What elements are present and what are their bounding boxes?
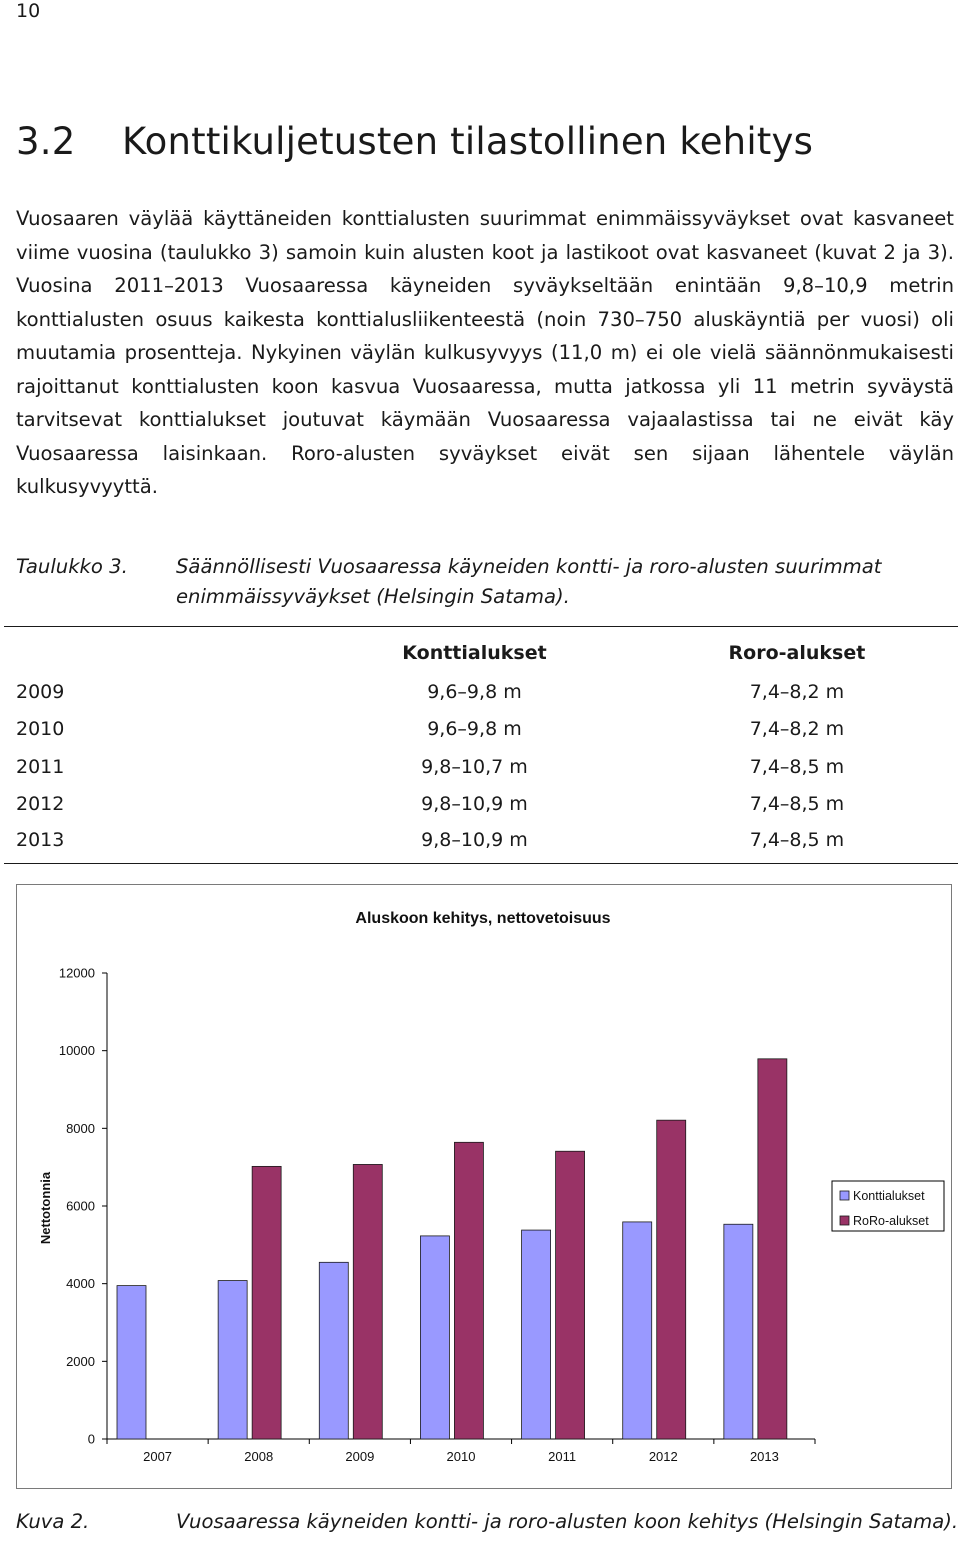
x-tick-label: 2013 xyxy=(749,1449,779,1464)
bar-roro-alukset xyxy=(252,1166,281,1439)
chart-title: Aluskoon kehitys, nettovetoisuus xyxy=(355,910,611,927)
page-number: 10 xyxy=(16,0,41,22)
bar-konttialukset xyxy=(724,1224,753,1439)
y-tick-label: 6000 xyxy=(66,1198,95,1214)
table-caption-label: Taulukko 3. xyxy=(16,555,128,578)
table-cell-roro: 7,4–8,2 m xyxy=(749,718,845,741)
figure-caption xyxy=(16,1507,959,1567)
table-cell-roro: 7,4–8,5 m xyxy=(749,829,845,851)
bar-roro-alukset xyxy=(556,1151,585,1439)
table-header-container: Konttialukset xyxy=(402,642,547,664)
bar-roro-alukset xyxy=(657,1120,686,1439)
table-cell-roro: 7,4–8,5 m xyxy=(749,793,845,816)
table-header-row xyxy=(4,627,958,674)
x-tick-label: 2011 xyxy=(548,1449,577,1464)
bar-konttialukset xyxy=(420,1236,449,1439)
figure-caption-label: Kuva 2. xyxy=(16,1510,90,1533)
draft-table xyxy=(4,626,958,864)
table-row xyxy=(4,711,958,749)
bar-chart-svg xyxy=(17,885,951,1488)
table-header-year xyxy=(4,627,313,674)
table-cell-year: 2010 xyxy=(16,718,65,741)
bar-konttialukset xyxy=(623,1222,652,1439)
x-tick-label: 2010 xyxy=(446,1449,476,1464)
section-title-text: Konttikuljetusten tilastollinen kehitys xyxy=(122,120,814,163)
body-paragraph: Vuosaaren väylää käyttäneiden konttialusten suurimmat enimmäissyväykset ovat kasvaneet viime vuosina (taulukko 3) samoin kuin alusten koot ja lastikoot ovat kasvaneet (kuvat 2 ja 3). Vuosina 2011–2013 Vuosaaressa käyneiden syväykseltään enintään 9,8–10,9 metrin konttialusten osuus kaikesta konttialusliikenteestä (noin 730–750 aluskäyntiä per vuosi) oli muutamia prosentteja. Nykyinen väylän kulkusyvyys (11,0 m) ei ole vielä säännönmukaisesti rajoittanut konttialusten koon kasvua Vuosaaressa, mutta jatkossa yli 11 metrin syväystä tarvitsevat konttialukset joutuvat käymään Vuosaaressa vajaalastissa tai ne eivät käy Vuosaaressa laisinkaan. Roro-alusten syväykset eivät sen sijaan lähentele väylän kulkusyvyyttä. xyxy=(16,207,954,498)
table-cell-year: 2012 xyxy=(16,793,65,816)
legend-swatch xyxy=(840,1191,849,1200)
bar-chart xyxy=(16,884,952,1489)
table-row xyxy=(4,748,958,786)
y-tick-label: 8000 xyxy=(66,1120,95,1136)
chart-plot-area xyxy=(59,966,815,1465)
table-cell-container: 9,8–10,9 m xyxy=(421,793,528,816)
table-cell-roro: 7,4–8,2 m xyxy=(749,680,845,703)
table-cell-container: 9,6–9,8 m xyxy=(427,680,522,703)
y-tick-label: 2000 xyxy=(66,1353,95,1369)
x-tick-label: 2008 xyxy=(244,1449,274,1464)
table-row xyxy=(4,786,958,824)
chart-y-axis-label: Nettotonnia xyxy=(38,1171,53,1245)
table-cell-container: 9,8–10,7 m xyxy=(421,755,528,778)
table-caption-text: Säännöllisesti Vuosaaressa käyneiden kontti- ja roro-alusten suurimmat enimmäissyväykset (Helsingin Satama). xyxy=(176,555,882,608)
bar-konttialukset xyxy=(522,1230,551,1439)
y-tick-label: 10000 xyxy=(58,1043,95,1059)
table-cell-year: 2009 xyxy=(16,680,65,703)
y-tick-label: 4000 xyxy=(66,1276,95,1292)
y-tick-label: 12000 xyxy=(58,965,95,981)
table-cell-year: 2013 xyxy=(16,829,65,851)
bar-konttialukset xyxy=(319,1262,348,1439)
bar-roro-alukset xyxy=(758,1059,787,1439)
section-number: 3.2 xyxy=(16,120,76,163)
bar-konttialukset xyxy=(117,1286,146,1439)
table-cell-roro: 7,4–8,5 m xyxy=(749,755,845,778)
table-cell-container: 9,8–10,9 m xyxy=(421,829,528,851)
x-tick-label: 2012 xyxy=(648,1449,678,1464)
bar-roro-alukset xyxy=(454,1142,483,1439)
table-row xyxy=(4,673,958,711)
table-cell-container: 9,6–9,8 m xyxy=(427,718,522,741)
bar-roro-alukset xyxy=(353,1164,382,1439)
y-tick-label: 0 xyxy=(87,1431,95,1447)
table-cell-year: 2011 xyxy=(16,755,65,778)
bar-konttialukset xyxy=(218,1281,247,1439)
table-header-roro: Roro-alukset xyxy=(728,642,866,664)
chart-legend xyxy=(832,1181,944,1231)
figure-caption-text: Vuosaaressa käyneiden kontti- ja roro-alusten koon kehitys (Helsingin Satama). xyxy=(176,1510,959,1533)
legend-swatch xyxy=(840,1216,849,1225)
table-row xyxy=(4,823,958,864)
legend-label: RoRo-alukset xyxy=(853,1214,929,1228)
legend-label: Konttialukset xyxy=(853,1189,925,1203)
section-title xyxy=(16,118,813,166)
x-tick-label: 2009 xyxy=(345,1449,375,1464)
table-caption xyxy=(16,552,956,616)
x-tick-label: 2007 xyxy=(143,1449,173,1464)
